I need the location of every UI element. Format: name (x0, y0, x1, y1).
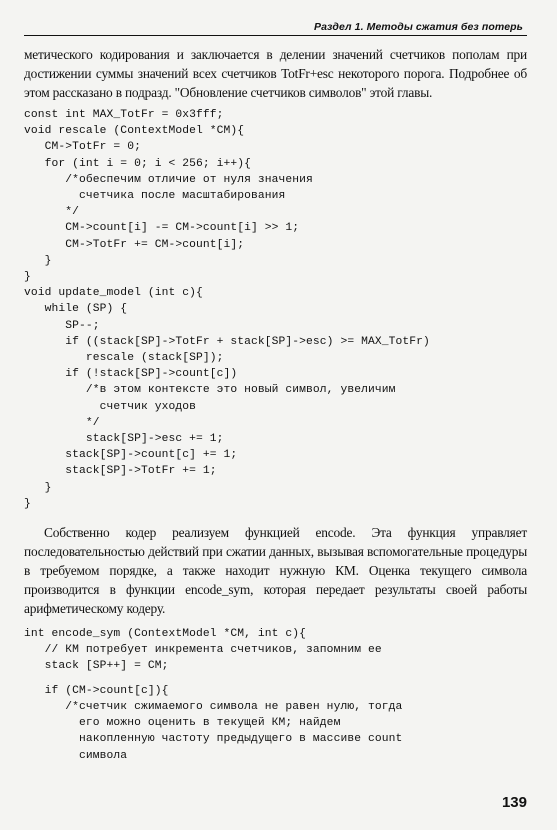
code-line: */ (24, 206, 80, 219)
code-line: const int MAX_TotFr = 0x3fff; (24, 109, 224, 121)
code-line (24, 675, 527, 683)
code-line: CM->TotFr = 0; (24, 141, 141, 154)
code-line: stack [SP++] = CM; (24, 660, 169, 673)
code-line: SP--; (24, 319, 100, 332)
code-line: } (24, 271, 31, 284)
code-line: stack[SP]->esc += 1; (24, 433, 224, 446)
code-line: /*в этом контексте это новый символ, увеличим (24, 384, 396, 397)
code-line: while (SP) { (24, 303, 128, 316)
code-line: символа (24, 749, 128, 762)
code-line: // КМ потребует инкремента счетчиков, запомним ее (24, 644, 382, 657)
code-line: /*счетчик сжимаемого символа не равен нулю, тогда (24, 700, 403, 713)
code-line: его можно оценить в текущей КМ; найдем (24, 717, 341, 730)
running-header: Раздел 1. Методы сжатия без потерь (314, 21, 523, 33)
code-line: CM->count[i] -= CM->count[i] >> 1; (24, 222, 300, 235)
code-line: /*обеспечим отличие от нуля значения (24, 173, 313, 186)
paragraph-encoder: Собственно кодер реализуем функцией encode. Эта функция управляет последовательностью действий при сжатии данных, вызывая вспомогательные процедуры в требуемом порядке, а также находит нужную КМ. Оценка текущего символа производится в функции encode_sym, которая передает результаты своей работы арифметическому кодеру. (24, 525, 527, 617)
code-line: stack[SP]->count[c] += 1; (24, 449, 238, 462)
code-line: stack[SP]->TotFr += 1; (24, 465, 217, 478)
code-line: } (24, 481, 52, 494)
code-line: счетчика после масштабирования (24, 190, 286, 203)
page-number: 139 (501, 794, 527, 811)
code-line: накопленную частоту предыдущего в массиве count (24, 733, 403, 746)
code-block-update-model (24, 285, 527, 512)
code-line: if (!stack[SP]->count[c]) (24, 368, 238, 381)
header-rule (24, 35, 527, 36)
code-line: void update_model (int c){ (24, 287, 203, 300)
code-line: if (CM->count[c]){ (24, 684, 169, 697)
code-line: if ((stack[SP]->TotFr + stack[SP]->esc) >= MAX_TotFr) (24, 335, 430, 348)
code-line: } (24, 254, 52, 267)
code-block-encode-sym (24, 626, 527, 764)
code-line: int encode_sym (ContextModel *CM, int c){ (24, 628, 307, 641)
paragraph-intro: метического кодирования и заключается в делении значений счетчиков пополам при достижении суммы значений всех счетчиков TotFr+esc некоторого порога. Подробнее об этом рассказано в подразд. "Обновление счетчиков символов" этой главы. (24, 47, 527, 100)
code-line: for (int i = 0; i < 256; i++){ (24, 157, 252, 170)
code-line: счетчик уходов (24, 400, 196, 413)
code-block-rescale (24, 107, 527, 285)
code-line: rescale (stack[SP]); (24, 352, 224, 365)
code-line: */ (24, 416, 100, 429)
code-line: CM->TotFr += CM->count[i]; (24, 238, 245, 251)
code-line: } (24, 497, 31, 510)
code-line: void rescale (ContextModel *CM){ (24, 125, 245, 138)
